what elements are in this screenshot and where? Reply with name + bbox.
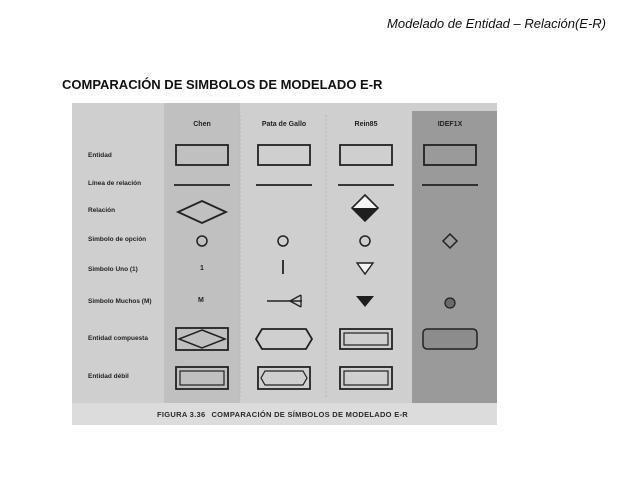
figure-caption-number: FIGURA 3.36 xyxy=(157,410,206,419)
figure-caption xyxy=(157,410,408,419)
slide-header: Modelado de Entidad – Relación(E-R) xyxy=(387,16,606,31)
row-label-linea-relacion: Línea de relación xyxy=(88,180,142,187)
figure-caption-text: COMPARACIÓN DE SÍMBOLOS DE MODELADO E-R xyxy=(211,410,409,419)
row-label-debil: Entidad débil xyxy=(88,373,129,380)
row-label-muchos: Simbolo Muchos (M) xyxy=(88,298,152,305)
idef1x-composite-rounded xyxy=(423,329,477,349)
row-label-compuesta: Entidad compuesta xyxy=(88,335,148,342)
row-label-uno: Simbolo Uno (1) xyxy=(88,266,138,273)
column-header-chen: Chen xyxy=(193,121,211,128)
chen-many-label: M xyxy=(198,297,204,304)
figure-graphics xyxy=(72,103,497,425)
row-label-opcion: Simbolo de opción xyxy=(88,236,147,243)
column-header-idef1x: IDEF1X xyxy=(437,121,463,128)
chen-one-label: 1 xyxy=(200,265,204,272)
slide-title: COMPARACIÓN DE SIMBOLOS DE MODELADO E-R xyxy=(62,77,383,92)
column-header-rein85: Rein85 xyxy=(354,121,378,128)
row-label-relacion: Relación xyxy=(88,207,116,214)
row-label-entidad: Entidad xyxy=(88,152,112,159)
scanned-figure xyxy=(72,103,497,425)
column-header-crowsfoot: Pata de Gallo xyxy=(261,121,307,128)
idef1x-many-dot xyxy=(445,298,455,308)
